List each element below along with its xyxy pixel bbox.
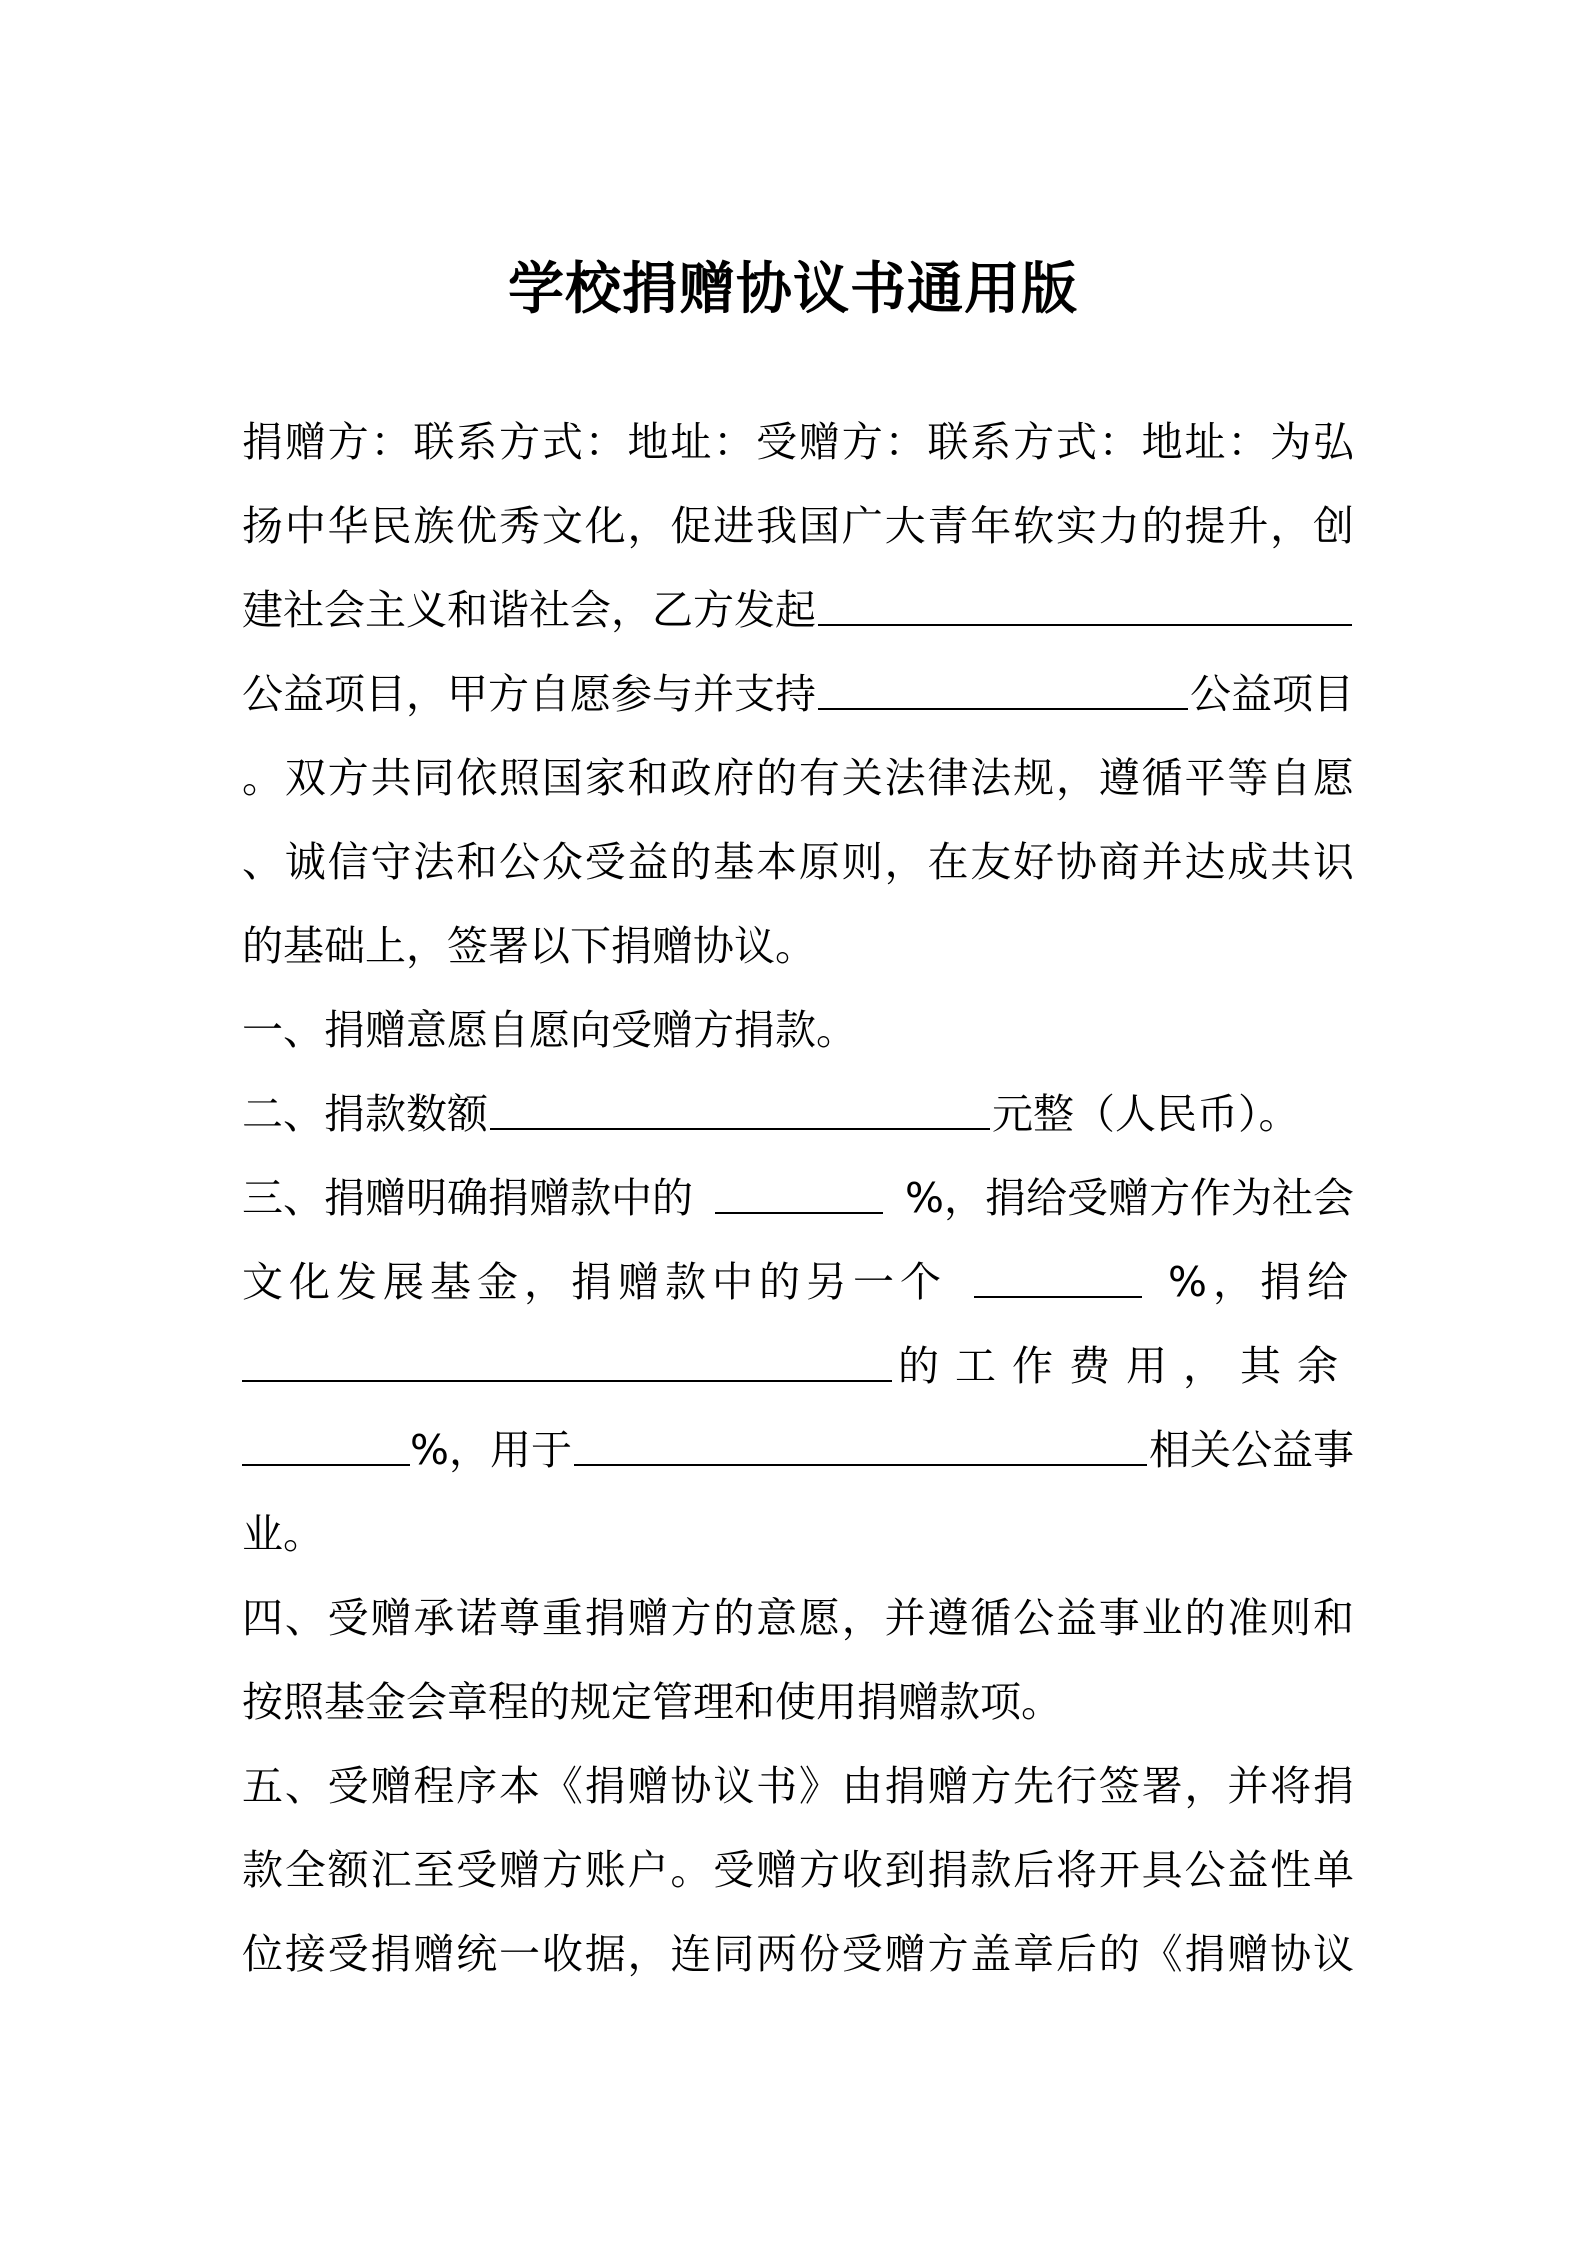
line-text: 公益项目 — [1190, 670, 1354, 718]
fill-blank-recipient[interactable] — [242, 1324, 892, 1382]
line-text: 二、捐款数额 — [242, 1090, 488, 1138]
line-text: 公益项目，甲方自愿参与并支持 — [242, 670, 816, 718]
paragraph-line — [242, 484, 1354, 568]
line-text: 款全额汇至受赠方账户。受赠方收到捐款后将开具公益性单 — [242, 1846, 1354, 1894]
clause-3-line — [242, 1240, 1354, 1324]
document-title: 学校捐赠协议书通用版 — [508, 257, 1078, 322]
line-text: %，用于 — [410, 1426, 572, 1474]
line-text: 四、受赠承诺尊重捐赠方的意愿，并遵循公益事业的准则和 — [242, 1594, 1354, 1642]
paragraph-line — [242, 400, 1354, 484]
line-text: 三、捐赠明确捐赠款中的 — [242, 1174, 693, 1222]
clause-2 — [242, 1072, 1354, 1156]
paragraph-line — [242, 1492, 1354, 1576]
clause-3-line — [242, 1408, 1354, 1492]
line-text: 的基础上，签署以下捐赠协议。 — [242, 922, 816, 970]
line-text: %，捐给 — [1168, 1258, 1354, 1306]
line-text: 一、捐赠意愿自愿向受赠方捐款。 — [242, 1006, 857, 1054]
line-text: 。双方共同依照国家和政府的有关法律法规，遵循平等自愿 — [242, 754, 1354, 802]
line-text: 捐赠方：联系方式：地址：受赠方：联系方式：地址：为弘 — [242, 418, 1354, 466]
line-text: 五、受赠程序本《捐赠协议书》由捐赠方先行签署，并将捐 — [242, 1762, 1354, 1810]
clause-4 — [242, 1576, 1354, 1660]
paragraph-line — [242, 736, 1354, 820]
line-text: 扬中华民族优秀文化，促进我国广大青年软实力的提升，创 — [242, 502, 1354, 550]
fill-blank-percent-1[interactable] — [715, 1156, 883, 1214]
line-text: 位接受捐赠统一收据，连同两份受赠方盖章后的《捐赠协议 — [242, 1930, 1354, 1978]
fill-blank-supported-project[interactable] — [818, 652, 1188, 710]
fill-blank-donation-amount[interactable] — [490, 1072, 990, 1130]
paragraph-line — [242, 1828, 1354, 1912]
line-text: 业。 — [242, 1510, 324, 1558]
fill-blank-project-name[interactable] — [818, 568, 1352, 626]
fill-blank-percent-2[interactable] — [974, 1240, 1142, 1298]
line-text: 、诚信守法和公众受益的基本原则，在友好协商并达成共识 — [242, 838, 1354, 886]
line-text: 建社会主义和谐社会，乙方发起 — [242, 586, 816, 634]
paragraph-line — [242, 652, 1354, 736]
fill-blank-percent-3[interactable] — [242, 1408, 410, 1466]
line-text: 元整（人民币）。 — [992, 1090, 1300, 1138]
paragraph-line — [242, 1912, 1354, 1996]
paragraph-line — [242, 568, 1354, 652]
paragraph-line — [242, 904, 1354, 988]
clause-1 — [242, 988, 1354, 1072]
clause-3-line — [242, 1324, 1354, 1408]
clause-3-line — [242, 1156, 1354, 1240]
clause-5 — [242, 1744, 1354, 1828]
line-text: 按照基金会章程的规定管理和使用捐赠款项。 — [242, 1678, 1062, 1726]
paragraph-line — [242, 820, 1354, 904]
fill-blank-usage[interactable] — [574, 1408, 1147, 1466]
line-text: 文化发展基金，捐赠款中的另一个 — [242, 1258, 947, 1306]
line-text: 相关公益事 — [1149, 1426, 1354, 1474]
line-text: %，捐给受赠方作为社会 — [905, 1174, 1354, 1222]
paragraph-line — [242, 1660, 1354, 1744]
line-text: 的工作费用，其余 — [898, 1342, 1354, 1390]
